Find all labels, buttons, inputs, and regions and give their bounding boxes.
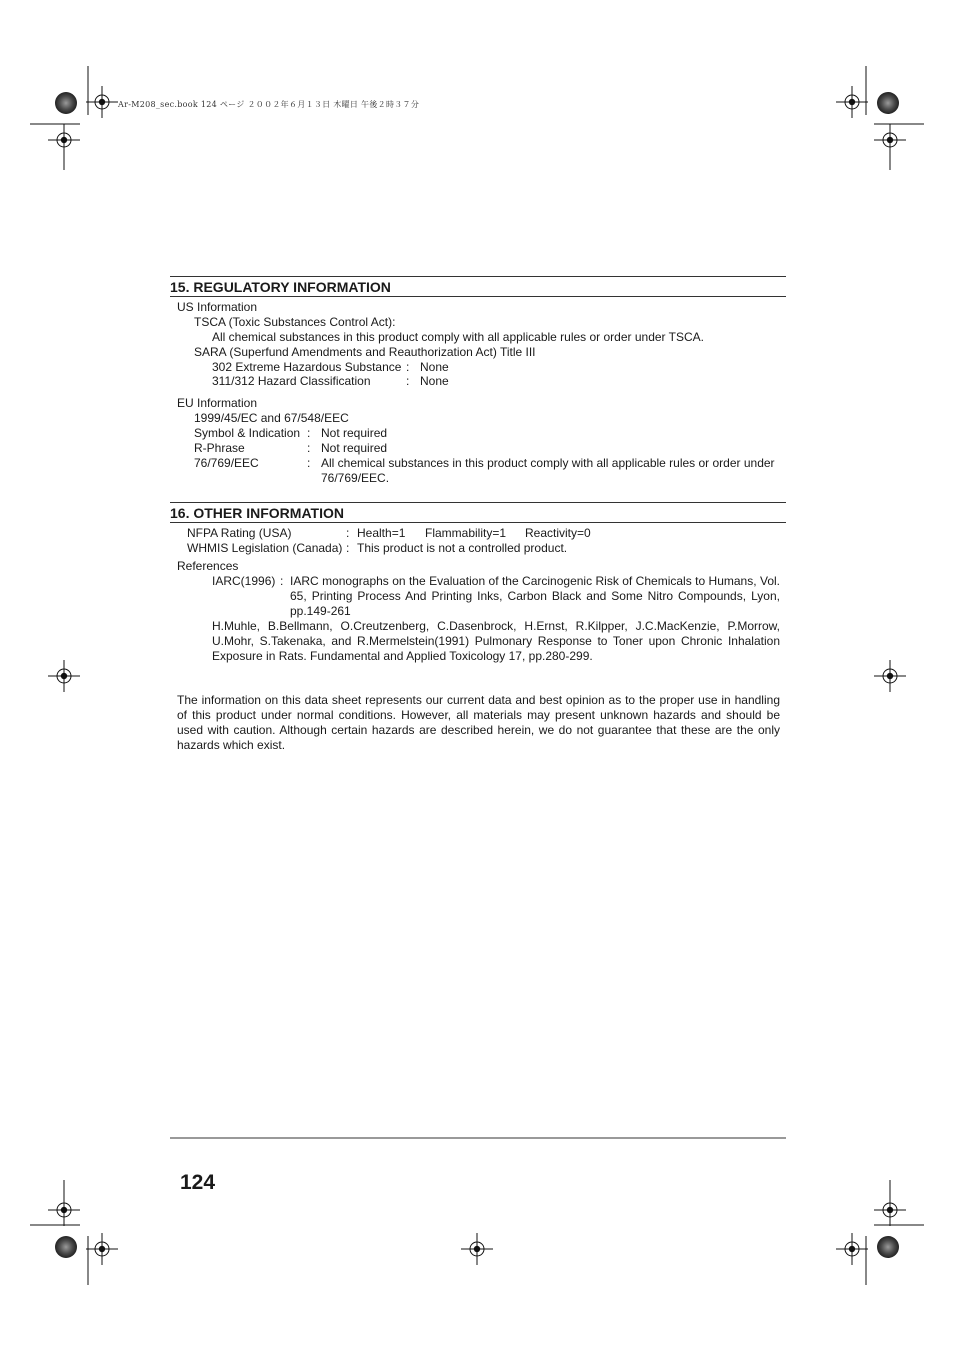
iarc-label: IARC(1996) — [212, 574, 276, 588]
nfpa-flammability: Flammability=1 — [425, 526, 507, 540]
eu-row-label: 76/769/EEC — [194, 456, 259, 470]
whmis-value: This product is not a controlled product. — [357, 541, 568, 555]
sara-row-label: 311/312 Hazard Classification — [212, 374, 371, 388]
sara-row-value: None — [420, 374, 449, 388]
sara-row-separator: : — [406, 374, 410, 388]
eu-row-value: Not required — [321, 441, 388, 455]
us-information-label: US Information — [177, 300, 258, 314]
eu-information-label: EU Information — [177, 396, 258, 410]
whmis-separator: : — [346, 541, 350, 555]
eu-row-separator: : — [307, 426, 311, 440]
references-label: References — [177, 559, 239, 573]
section-16-top-rule — [170, 502, 786, 503]
eu-row-label: Symbol & Indication — [194, 426, 301, 440]
sara-row-label: 302 Extreme Hazardous Substance — [212, 360, 402, 374]
eu-row-label: R-Phrase — [194, 441, 245, 455]
tsca-label: TSCA (Toxic Substances Control Act): — [194, 315, 396, 329]
eu-row-value: Not required — [321, 426, 388, 440]
eu-row-separator: : — [307, 441, 311, 455]
eu-directive: 1999/45/EC and 67/548/EEC — [194, 411, 349, 425]
page-number: 124 — [180, 1171, 216, 1194]
iarc-reference-text: IARC monographs on the Evaluation of the Carcinogenic Risk of Chemicals to Humans, Vol. 65, Printing Process And Printing Inks, Carbon Black and Some Nitro Compounds, Lyon, pp.149-261 — [290, 574, 780, 618]
section-15-top-rule — [170, 276, 786, 277]
iarc-separator: : — [280, 574, 284, 588]
nfpa-reactivity: Reactivity=0 — [525, 526, 591, 540]
section-15-title: 15. REGULATORY INFORMATION — [170, 279, 391, 295]
disclaimer-paragraph: The information on this data sheet represents our current data and best opinion as to the proper use in handling of this product under normal conditions. However, all materials may present unknown hazards and should be used with caution. Although certain hazards are described herein, we do not guarantee that these are the only hazards which exist. — [177, 693, 780, 752]
section-15-bottom-rule — [170, 296, 786, 297]
print-header: Ar-M208_sec.book 124 ページ ２００２年６月１３日 木曜日 午後２時３７分 — [118, 100, 420, 109]
eu-row-separator: : — [307, 456, 311, 470]
tsca-text: All chemical substances in this product comply with all applicable rules or order under TSCA. — [212, 330, 705, 344]
sara-row-separator: : — [406, 360, 410, 374]
sara-label: SARA (Superfund Amendments and Reauthorization Act) Title III — [194, 345, 536, 359]
nfpa-label: NFPA Rating (USA) — [187, 526, 292, 540]
section-16-title: 16. OTHER INFORMATION — [170, 505, 344, 521]
nfpa-separator: : — [346, 526, 350, 540]
whmis-label: WHMIS Legislation (Canada) — [187, 541, 343, 555]
sara-row-value: None — [420, 360, 449, 374]
muhle-reference-text: H.Muhle, B.Bellmann, O.Creutzenberg, C.Dasenbrock, H.Ernst, R.Kilpper, J.C.MacKenzie, P.Morrow, U.Mohr, S.Takenaka, and R.Mermelstein(1991) Pulmonary Response to Toner upon Chronic Inhalation Exposure in Rats. Fundamental and Applied Toxicology 17, pp.280-299. — [212, 619, 780, 663]
nfpa-health: Health=1 — [357, 526, 406, 540]
eu-row-value: All chemical substances in this product comply with all applicable rules or order under 76/769/EEC. — [321, 456, 775, 485]
section-16-bottom-rule — [170, 522, 786, 523]
